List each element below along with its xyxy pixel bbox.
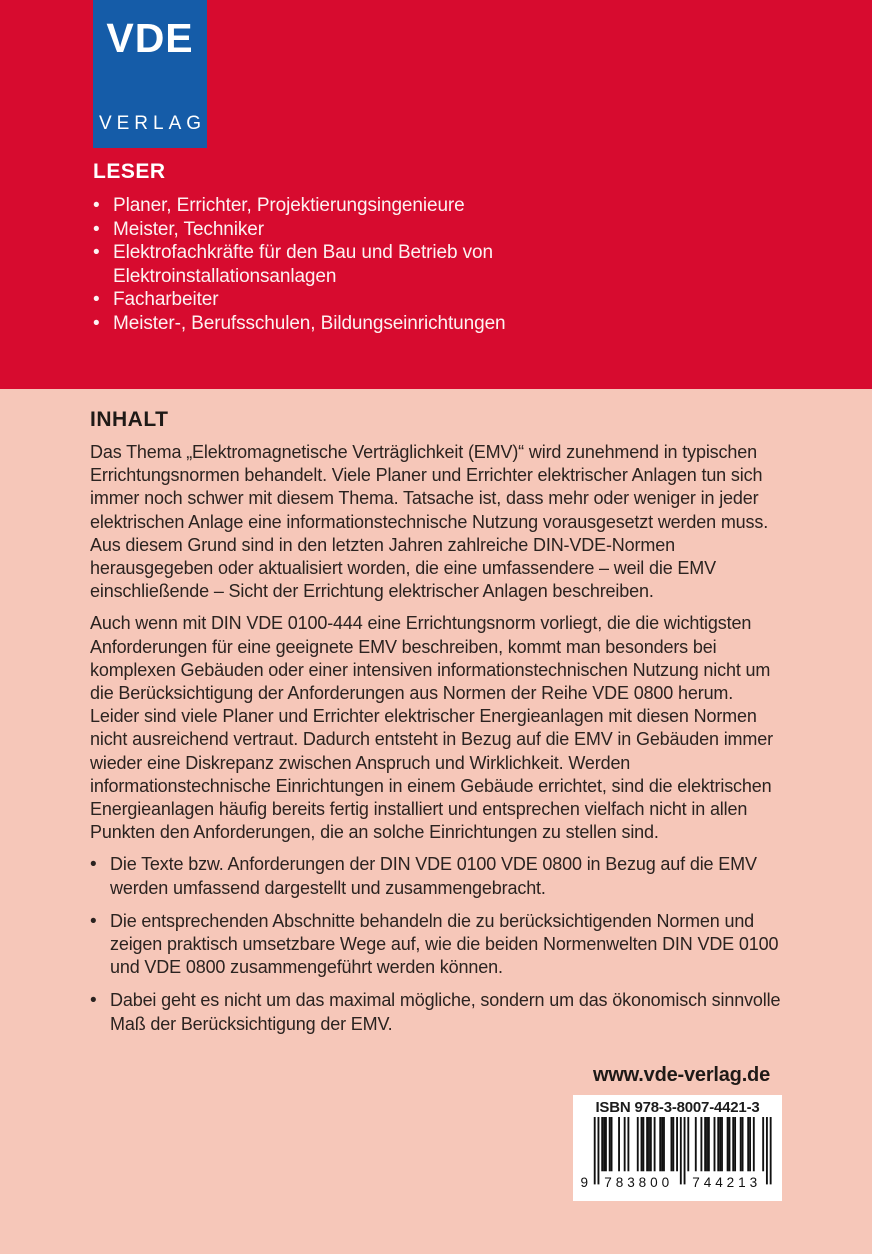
reader-block xyxy=(93,160,613,335)
list-item xyxy=(93,288,525,312)
list-item xyxy=(90,853,782,899)
content-bullet-list xyxy=(90,853,782,1035)
reader-heading: LESER xyxy=(93,160,166,183)
list-item-label: Die Texte bzw. Anforderungen der DIN VDE 0100 VDE 0800 in Bezug auf die EMV werden umfassend dargestellt und zusammengebracht. xyxy=(110,854,757,898)
list-item-label: Die entsprechenden Abschnitte behandeln die zu berücksichtigenden Normen und zeigen praktisch umsetzbare Wege auf, wie die beiden Normenwelten DIN VDE 0100 und VDE 0800 zusammengeführt werden können. xyxy=(110,910,779,978)
bullet-icon: • xyxy=(93,242,100,263)
list-item-label: Facharbeiter xyxy=(113,289,219,310)
svg-text:783800: 783800 xyxy=(603,1175,673,1190)
content-paragraph: Auch wenn mit DIN VDE 0100-444 eine Errichtungsnorm vorliegt, die die wichtigsten Anforderungen für eine geeignete EMV beschreiben, kommt man besonders bei komplexen Gebäuden oder einer intensiven informationstechnischen Nutzung nicht um die Berücksichtigung der Anforderungen aus Normen der Reihe VDE 0800 herum. Leider sind viele Planer und Errichter elektrischer Energieanlagen mit diesen Normen nicht ausreichend vertraut. Dadurch entsteht in Bezug auf die EMV in Gebäuden immer wieder eine Diskrepanz zwischen Anspruch und Wirklichkeit. Werden informationstechnische Einrichtungen in einem Gebäude errichtet, sind die elektrischen Energieanlagen häufig bereits fertig installiert und entsprechen vielfach nicht in allen Punkten den Anforderungen, die an solche Einrichtungen zu stellen sind. xyxy=(90,613,773,843)
list-item xyxy=(90,989,782,1035)
ean13-barcode-image xyxy=(580,1117,776,1190)
list-item xyxy=(93,218,525,242)
reader-panel xyxy=(0,0,872,389)
vde-logo-wordmark: VDE xyxy=(106,15,194,61)
svg-text:744213: 744213 xyxy=(691,1175,761,1190)
list-item xyxy=(93,241,525,288)
bullet-icon: • xyxy=(90,990,97,1012)
list-item-label: Meister-, Berufsschulen, Bildungseinrichtungen xyxy=(113,312,506,334)
svg-text:9: 9 xyxy=(580,1175,592,1190)
bullet-icon: • xyxy=(90,854,97,876)
isbn-barcode xyxy=(573,1095,782,1201)
publisher-website: www.vde-verlag.de xyxy=(592,1064,770,1086)
bullet-icon: • xyxy=(90,910,97,932)
bullet-icon: • xyxy=(93,289,100,310)
vde-logo-subtitle: VERLAG xyxy=(98,113,207,134)
list-item-label: Meister, Techniker xyxy=(113,218,264,240)
reader-list xyxy=(93,194,613,335)
list-item-label: Dabei geht es nicht um das maximal mögliche, sondern um das ökonomisch sinnvolle Maß der Berücksichtigung der EMV. xyxy=(110,990,781,1034)
bullet-icon: • xyxy=(93,218,100,240)
list-item xyxy=(90,910,782,980)
content-paragraph: Das Thema „Elektromagnetische Verträglichkeit (EMV)“ wird zunehmend in typischen Errichtungsnormen behandelt. Viele Planer und Errichter elektrischer Anlagen tun sich immer noch schwer mit diesem Thema. Tatsache ist, dass mehr oder weniger in jeder elektrischen Anlage eine informationstechnische Nutzung vorausgesetzt werden muss. Aus diesem Grund sind in den letzten Jahren zahlreiche DIN-VDE-Normen herausgegeben oder aktualisiert worden, die eine umfassendere – weil die EMV einschließende – Sicht der Errichtung elektrischer Anlagen beschreiben. xyxy=(90,442,769,602)
list-item xyxy=(93,312,525,336)
vde-logo xyxy=(93,0,207,148)
content-heading: INHALT xyxy=(90,408,169,431)
content-panel xyxy=(0,389,872,1036)
list-item-label: Elektrofachkräfte für den Bau und Betrieb von Elektroinstallationsanlagen xyxy=(113,242,493,287)
list-item-label: Planer, Errichter, Projektierungsingenieure xyxy=(113,195,465,216)
list-item xyxy=(93,194,525,218)
isbn-label: ISBN 978-3-8007-4421-3 xyxy=(595,1099,760,1116)
bullet-icon: • xyxy=(93,312,100,334)
bullet-icon: • xyxy=(93,195,100,216)
